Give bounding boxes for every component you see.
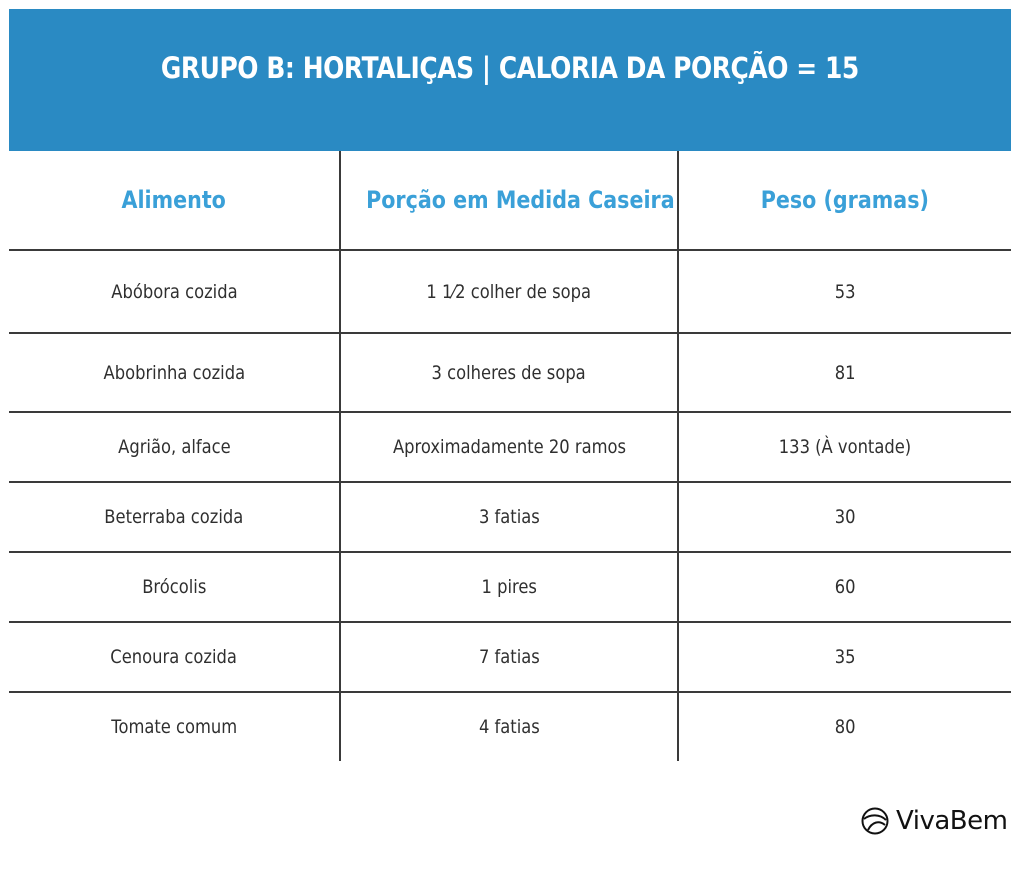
column-header-peso: Peso (gramas) xyxy=(678,151,1011,250)
vivabem-logo xyxy=(860,804,1007,838)
cell-porcao: 4 fatias xyxy=(340,692,678,761)
cell-peso: 30 xyxy=(678,482,1011,552)
cell-porcao: Aproximadamente 20 ramos xyxy=(340,412,678,482)
table-row xyxy=(9,622,1011,692)
cell-alimento: Abobrinha cozida xyxy=(9,333,340,412)
cell-peso: 81 xyxy=(678,333,1011,412)
cell-peso: 35 xyxy=(678,622,1011,692)
cell-porcao: 1 pires xyxy=(340,552,678,622)
cell-alimento: Cenoura cozida xyxy=(9,622,340,692)
cell-porcao: 3 colheres de sopa xyxy=(340,333,678,412)
cell-alimento: Tomate comum xyxy=(9,692,340,761)
brand-name: VivaBem xyxy=(896,806,1008,836)
cell-peso: 80 xyxy=(678,692,1011,761)
table-row xyxy=(9,482,1011,552)
cell-porcao: 3 fatias xyxy=(340,482,678,552)
table-row xyxy=(9,692,1011,761)
table-row xyxy=(9,412,1011,482)
cell-alimento: Abóbora cozida xyxy=(9,250,340,333)
column-header-porcao: Porção em Medida Caseira xyxy=(340,151,678,250)
cell-peso: 53 xyxy=(678,250,1011,333)
cell-porcao: 7 fatias xyxy=(340,622,678,692)
food-portion-table xyxy=(9,151,1011,761)
cell-peso: 60 xyxy=(678,552,1011,622)
title-banner xyxy=(9,9,1011,151)
table-row xyxy=(9,333,1011,412)
cell-porcao: 1 1⁄2 colher de sopa xyxy=(340,250,678,333)
table-header-row xyxy=(9,151,1011,250)
vivabem-logo-icon xyxy=(860,806,890,836)
cell-alimento: Brócolis xyxy=(9,552,340,622)
cell-peso: 133 (À vontade) xyxy=(678,412,1011,482)
table-row xyxy=(9,552,1011,622)
cell-alimento: Agrião, alface xyxy=(9,412,340,482)
table-row xyxy=(9,250,1011,333)
page-title: GRUPO B: HORTALIÇAS | CALORIA DA PORÇÃO = 15 xyxy=(160,51,859,85)
column-header-alimento: Alimento xyxy=(9,151,340,250)
cell-alimento: Beterraba cozida xyxy=(9,482,340,552)
